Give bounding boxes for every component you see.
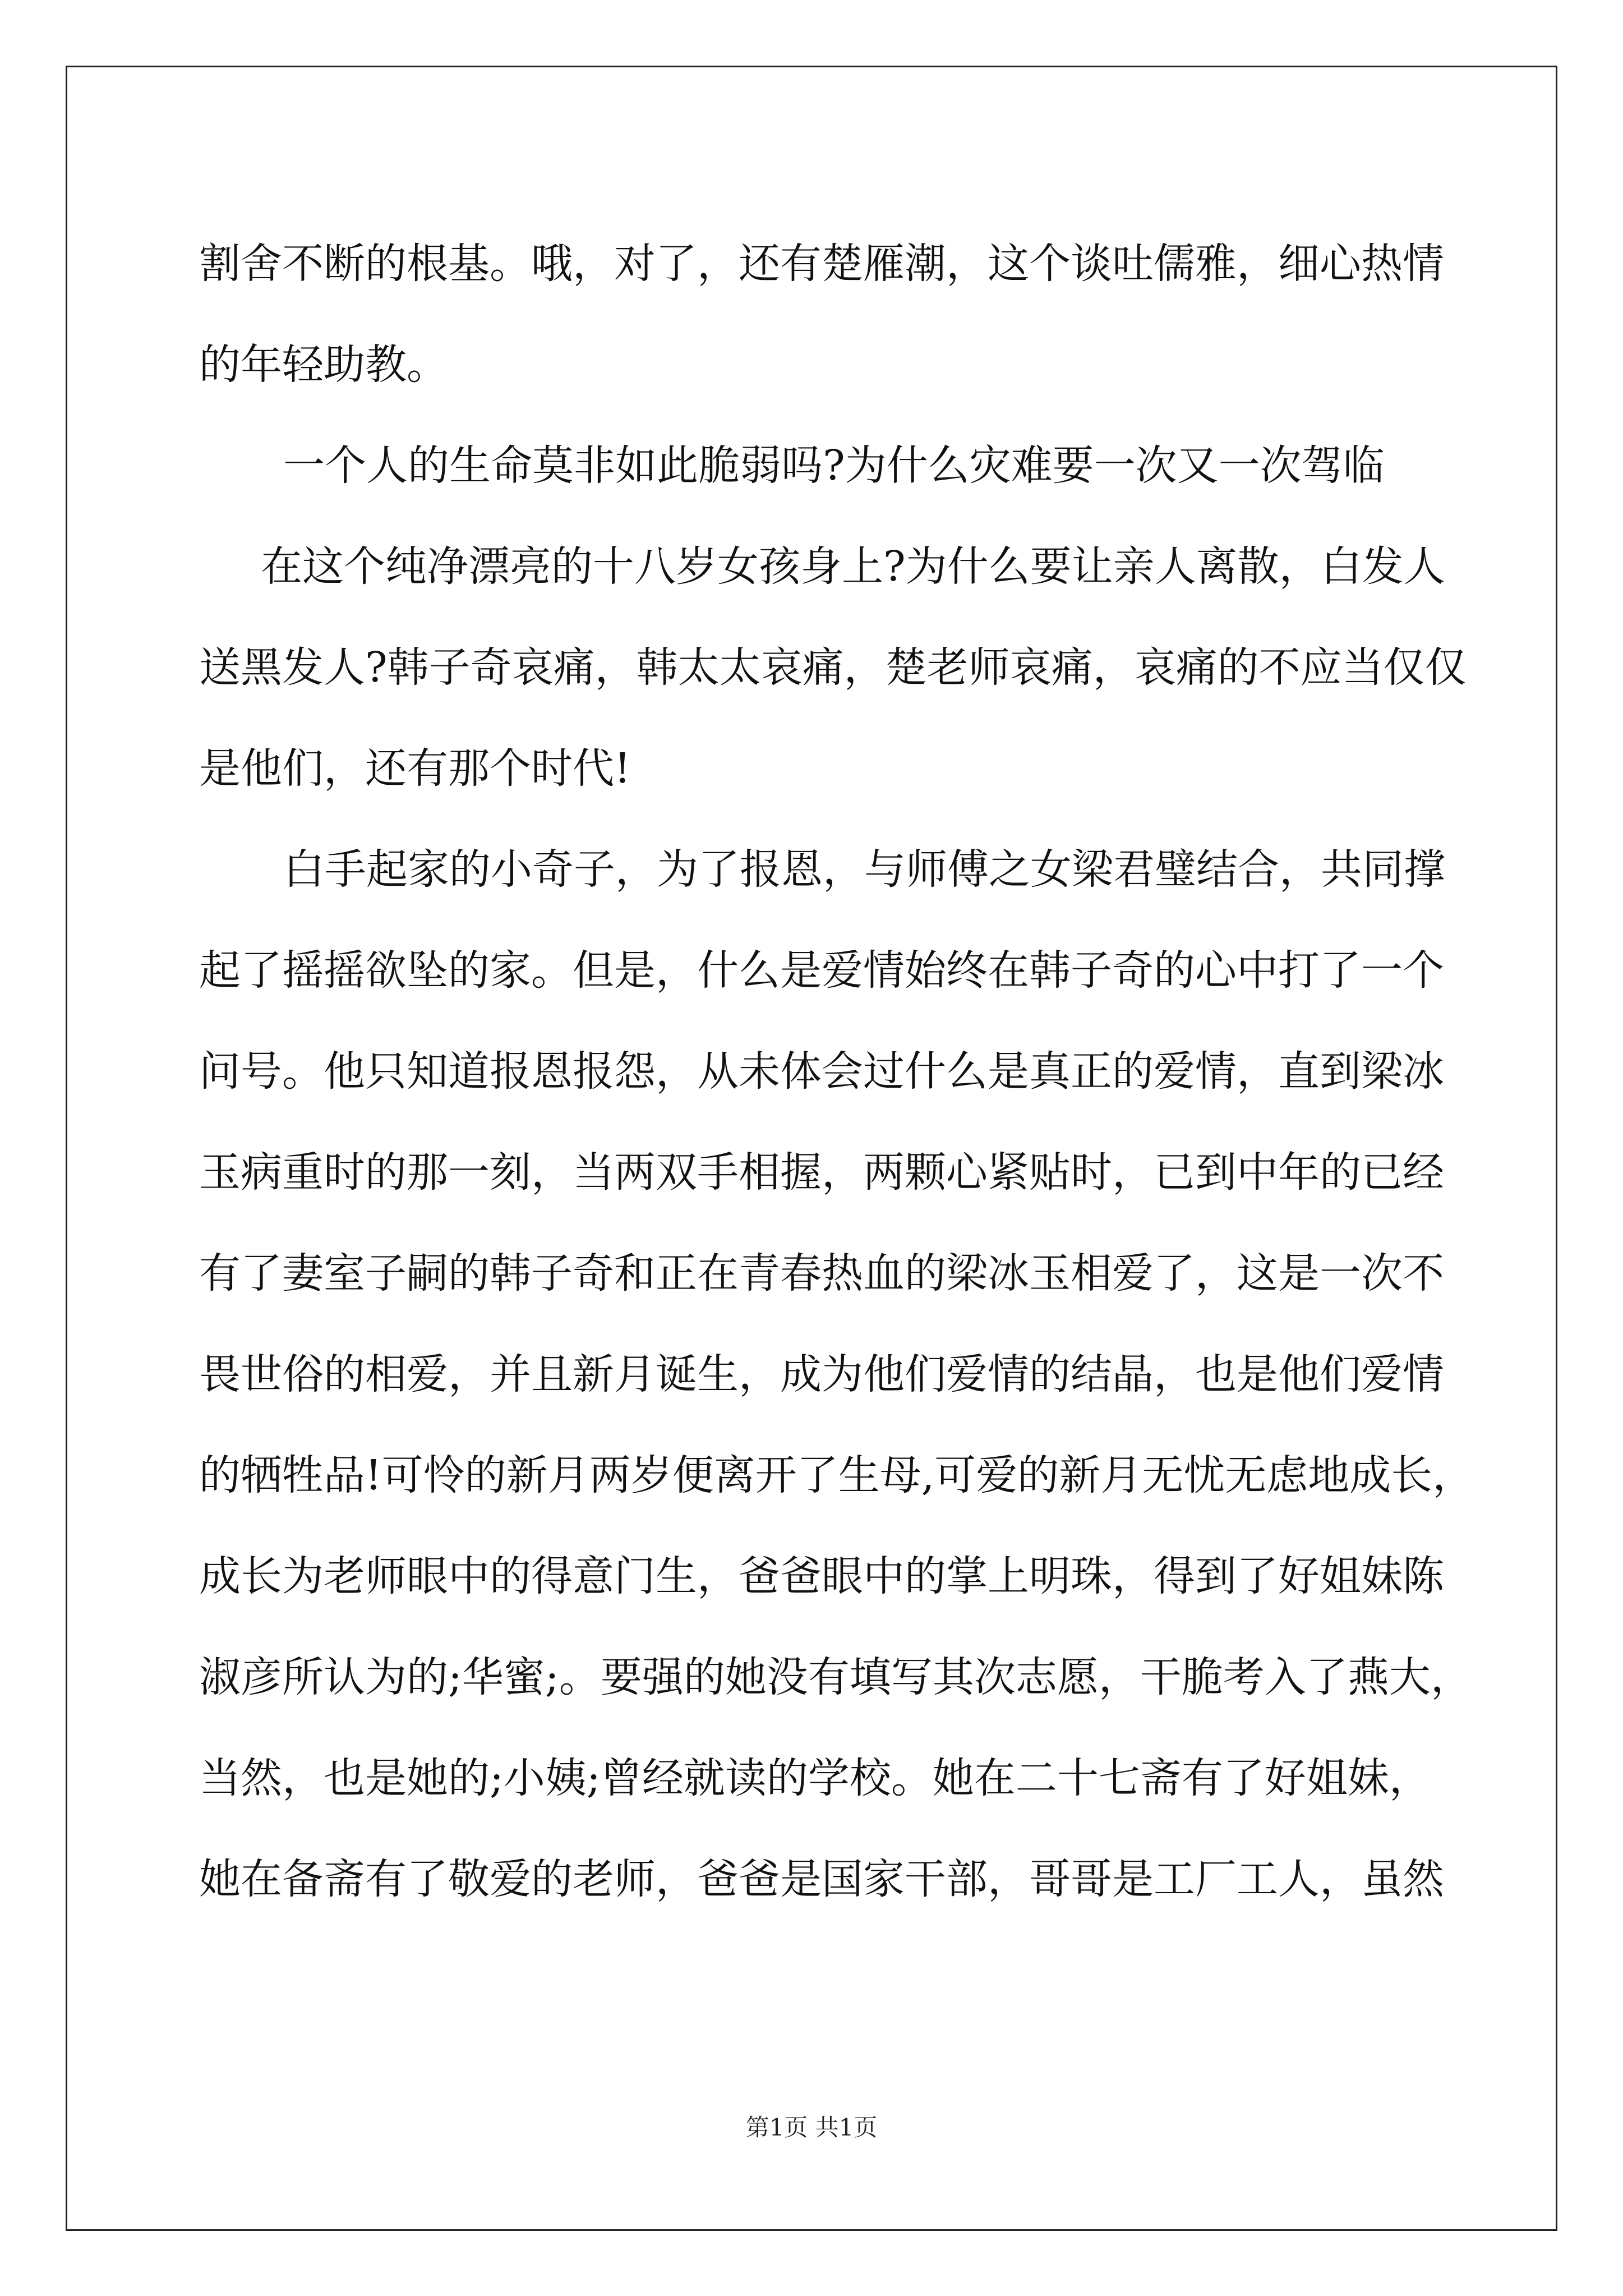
text-line: 白手起家的小奇子，为了报恩，与师傅之女梁君璧结合，共同撑 — [283, 845, 1445, 894]
text-line: 的牺牲品!可怜的新月两岁便离开了生母,可爱的新月无忧无虑地成长， — [199, 1451, 1474, 1499]
text-line: 在这个纯净漂亮的十八岁女孩身上?为什么要让亲人离散，白发人 — [261, 542, 1445, 591]
text-line: 问号。他只知道报恩报怨，从未体会过什么是真正的爱情，直到梁冰 — [199, 1047, 1444, 1096]
text-line: 她在备斋有了敬爱的老师，爸爸是国家干部，哥哥是工厂工人，虽然 — [199, 1855, 1444, 1903]
text-line: 送黑发人?韩子奇哀痛，韩太太哀痛，楚老师哀痛，哀痛的不应当仅仅 — [199, 643, 1467, 692]
text-line: 当然，也是她的;小姨;曾经就读的学校。她在二十七斋有了好姐妹， — [199, 1754, 1431, 1802]
text-line: 玉病重时的那一刻，当两双手相握，两颗心紧贴时，已到中年的已经 — [199, 1148, 1444, 1197]
document-body — [199, 213, 1474, 1930]
text-line: 的年轻助教。 — [199, 341, 448, 389]
text-line: 成长为老师眼中的得意门生，爸爸眼中的掌上明珠，得到了好姐妹陈 — [199, 1552, 1444, 1600]
page-number: 第1页 共1页 — [745, 2114, 878, 2141]
text-line: 畏世俗的相爱，并且新月诞生，成为他们爱情的结晶，也是他们爱情 — [199, 1350, 1444, 1398]
text-line: 割舍不断的根基。哦，对了，还有楚雁潮，这个谈吐儒雅，细心热情 — [199, 240, 1444, 288]
text-line: 起了摇摇欲坠的家。但是，什么是爱情始终在韩子奇的心中打了一个 — [199, 946, 1444, 995]
text-line: 淑彦所认为的;华蜜;。要强的她没有填写其次志愿，干脆考入了燕大， — [199, 1653, 1472, 1701]
text-line: 有了妻室子嗣的韩子奇和正在青春热血的梁冰玉相爱了，这是一次不 — [199, 1249, 1444, 1297]
text-line: 是他们，还有那个时代! — [199, 744, 631, 793]
text-line: 一个人的生命莫非如此脆弱吗?为什么灾难要一次又一次驾临 — [283, 441, 1385, 490]
